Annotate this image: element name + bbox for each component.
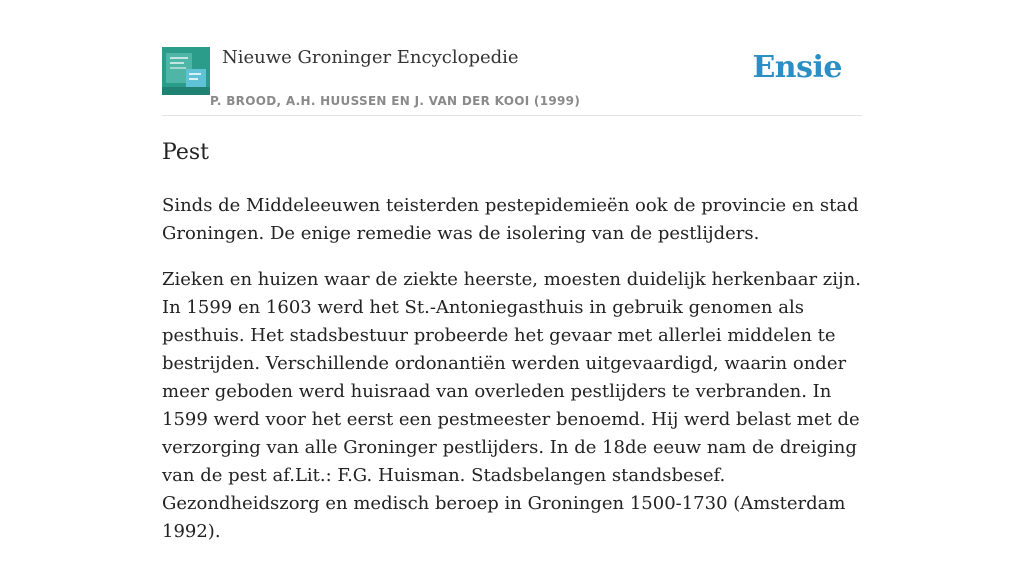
encyclopedia-authors: P. BROOD, A.H. HUUSSEN EN J. VAN DER KOOI (1999) (210, 94, 581, 108)
cover-image-icon (162, 47, 210, 95)
article-title: Pest (162, 140, 209, 165)
encyclopedia-title[interactable]: Nieuwe Groninger Encyclopedie (222, 47, 519, 68)
article-body (162, 192, 862, 564)
article-paragraph: Sinds de Middeleeuwen teisterden pestepidemieën ook de provincie en stad Groningen. De enige remedie was de isolering van de pestlijders. (162, 195, 859, 244)
encyclopedia-header (162, 44, 862, 116)
article-paragraph: Zieken en huizen waar de ziekte heerste, moesten duidelijk herkenbaar zijn. In 1599 en 1603 werd het St.-Antoniegasthuis in gebruik genomen als pesthuis. Het stadsbestuur probeerde het gevaar met allerlei middelen te bestrijden. Verschillende ordonantiën werden uitgevaardigd, waarin onder meer geboden werd huisraad van overleden pestlijders te verbranden. In 1599 werd voor het eerst een pestmeester benoemd. Hij werd belast met de verzorging van alle Groninger pestlijders. In de 18de eeuw nam de dreiging van de pest af.Lit.: F.G. Huisman. Stadsbelangen standsbesef. Gezondheidszorg en medisch beroep in Groningen 1500-1730 (Amsterdam 1992). (162, 269, 861, 542)
encyclopedia-cover-thumbnail[interactable] (162, 47, 210, 95)
ensie-logo[interactable]: Ensie (752, 50, 842, 85)
